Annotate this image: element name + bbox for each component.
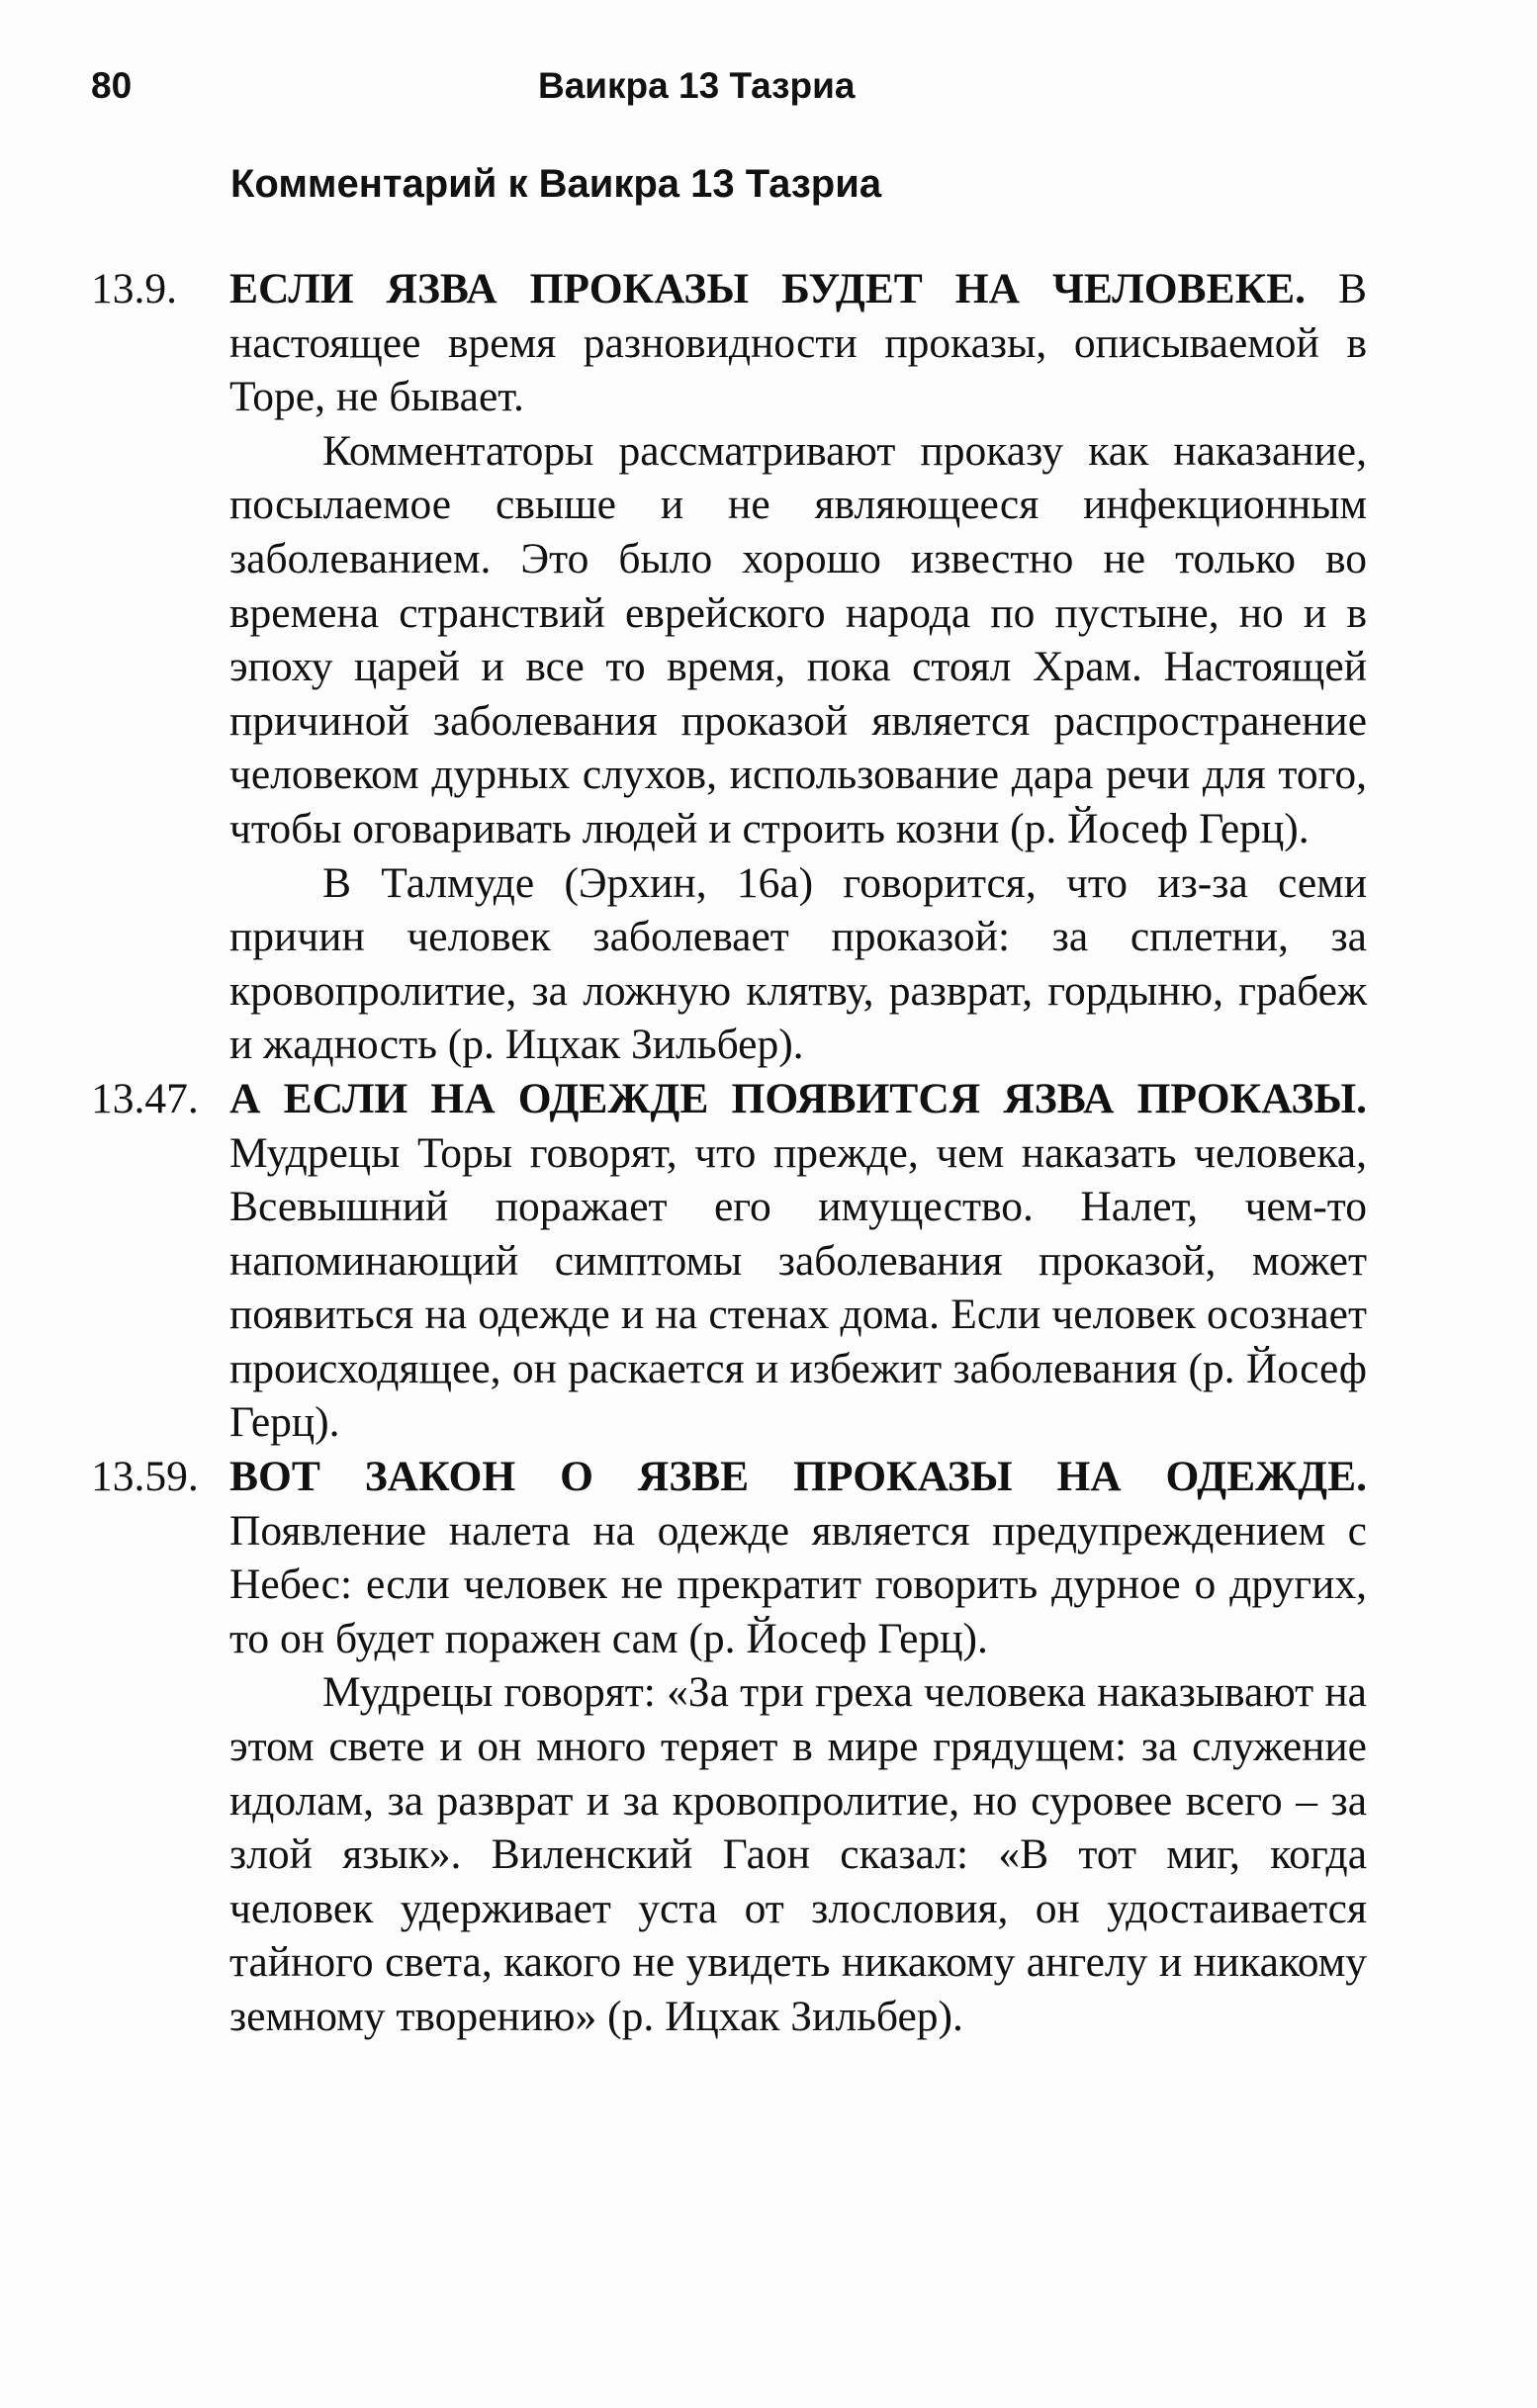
verse-number: 13.47. (91, 1074, 199, 1122)
entry-paragraph: В Талмуде (Эрхин, 16а) говорится, что из-за семи причин человек заболевает проказой: за сплетни, за кровопролитие, за ложную клятву, разврат, гордыню, грабеж и жадность (р. Ицхак Зильбер). (229, 858, 1367, 1069)
entry-paragraph: Комментаторы рассматривают проказу как наказание, посылаемое свыше и не являющееся инфекционным заболеванием. Это было хорошо известно не только во времена странствий еврейского народа по пустыне, но и в эпоху царей и все то время, пока стоял Храм. Настоящей причиной заболевания проказой является распространение человеком дурных слухов, использование дара речи для того, чтобы оговаривать людей и строить козни (р. Йосеф Герц). (229, 426, 1367, 852)
verse-lemma: А ЕСЛИ НА ОДЕЖДЕ ПОЯВИТСЯ ЯЗВА ПРОКАЗЫ. (229, 1074, 1367, 1122)
section-heading: Комментарий к Ваикра 13 Тазриа (230, 162, 882, 206)
entry-paragraph: Мудрецы говорят: «За три греха человека наказывают на этом свете и он много теряет в мире грядущем: за служение идолам, за разврат и за кровопролитие, но суровее всего – за злой язык». Виленский Гаон сказал: «В тот миг, когда человек удерживает уста от злословия, он удостаивается тайного света, какого не увидеть никакому ангелу и никакому земному творению» (р. Ицхак Зильбер). (229, 1668, 1367, 2040)
entry-body (229, 1072, 1367, 1450)
page-number: 80 (91, 65, 133, 106)
entry-text: В настоящее время разновидности проказы, описываемой в Торе, не бывает. (229, 265, 1368, 421)
verse-lemma: ВОТ ЗАКОН О ЯЗВЕ ПРОКАЗЫ НА ОДЕЖДЕ. (229, 1453, 1367, 1501)
entry-body (229, 1450, 1367, 2044)
entry-lead-paragraph (229, 1072, 1367, 1450)
commentary-list (91, 262, 1367, 2044)
verse-number: 13.9. (91, 265, 177, 312)
entry-body (229, 262, 1367, 1072)
entry-text: Мудрецы Торы говорят, что прежде, чем наказать человека, Всевышний поражает его имущество. Налет, чем-то напоминающий симптомы заболевания проказой, может появиться на одежде и на стенах дома. Если человек осознает происходящее, он раскается и избежит заболевания (р. Йосеф Герц). (229, 1128, 1367, 1447)
running-head (91, 61, 1367, 111)
commentary-entry (91, 1072, 1367, 1450)
commentary-entry (91, 1450, 1367, 2044)
entry-lead-paragraph (229, 1450, 1367, 1665)
verse-lemma: ЕСЛИ ЯЗВА ПРОКАЗЫ БУДЕТ НА ЧЕЛОВЕКЕ. (229, 265, 1307, 312)
verse-number: 13.59. (91, 1453, 199, 1501)
commentary-entry (91, 262, 1367, 1072)
entry-lead-paragraph (229, 262, 1367, 424)
entry-text: Появление налета на одежде является предупреждением с Небес: если человек не прекратит говорить дурное о других, то он будет поражен сам (р. Йосеф Герц). (229, 1506, 1367, 1662)
running-head-title: Ваикра 13 Тазриа (538, 65, 856, 106)
